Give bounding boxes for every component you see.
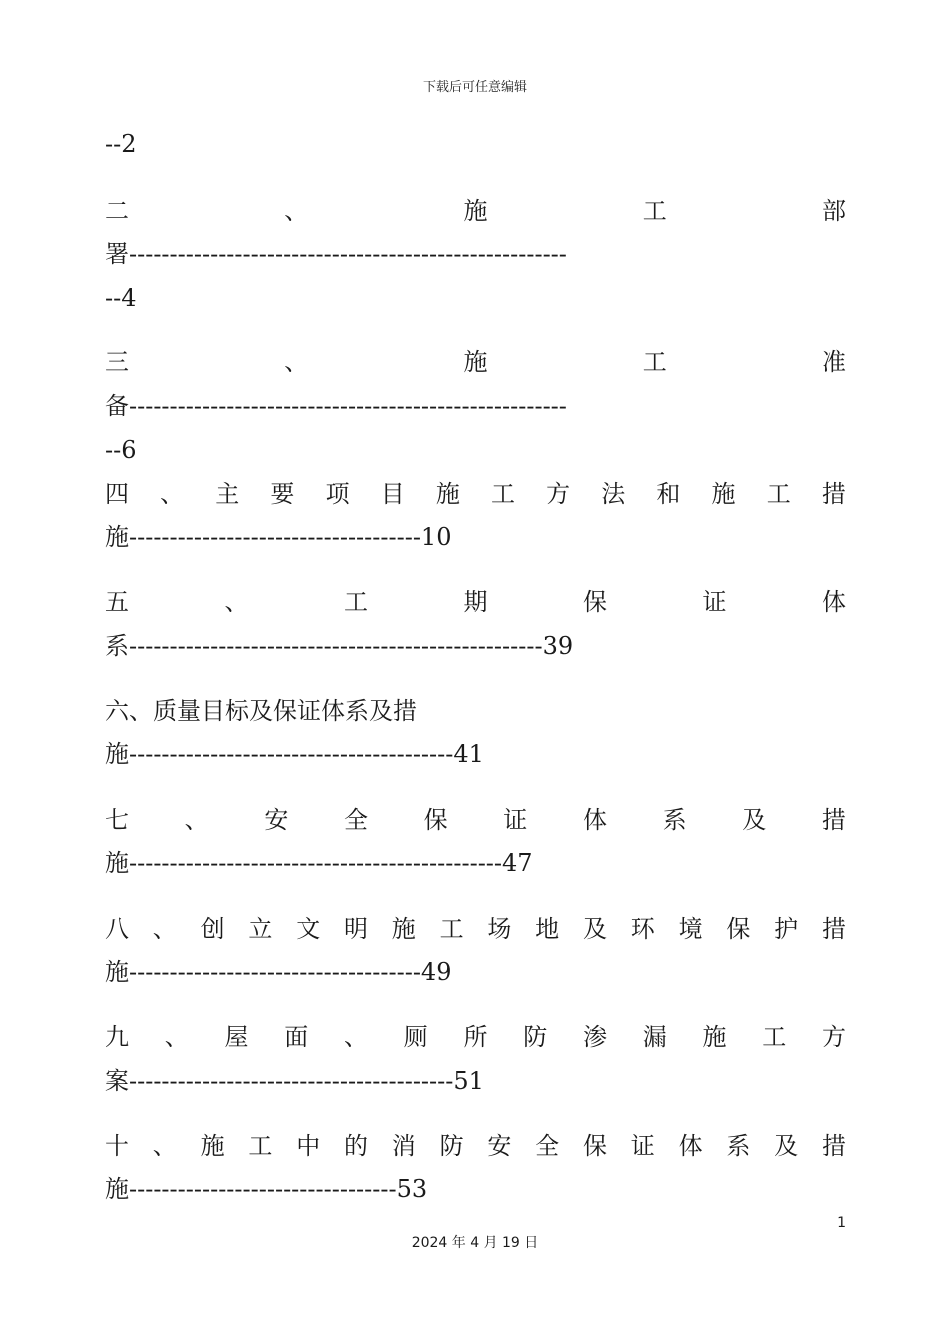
page-header: 下载后可任意编辑	[422, 80, 527, 95]
toc-entry-leader[interactable]: 施------------------------------------49	[105, 958, 452, 986]
toc-entry-title[interactable]: 八 、 创 立 文 明 施 工 场 地 及 环 境 保 护 措	[105, 915, 846, 943]
toc-entry-leader[interactable]: 施------------------------------------10	[105, 523, 452, 551]
toc-entry-tail: --6	[105, 436, 137, 464]
toc-entry-leader[interactable]: 备------------------------------------------------------	[105, 392, 567, 420]
toc-entry-title[interactable]: 四 、 主 要 项 目 施 工 方 法 和 施 工 措	[105, 480, 846, 508]
toc-entry-title[interactable]: 五 、 工 期 保 证 体	[105, 588, 846, 616]
toc-entry-leader[interactable]: 署------------------------------------------------------	[105, 240, 567, 268]
toc-entry-leader[interactable]: 施----------------------------------------------47	[105, 849, 533, 877]
toc-entry-leader[interactable]: 系---------------------------------------------------39	[105, 632, 574, 660]
toc-entry-title[interactable]: 十 、 施 工 中 的 消 防 安 全 保 证 体 系 及 措	[105, 1132, 846, 1160]
toc-entry-leader[interactable]: 案----------------------------------------51	[105, 1067, 484, 1095]
toc-fragment-top: --2	[105, 130, 137, 158]
page-number: 1	[837, 1215, 846, 1231]
toc-entry-title[interactable]: 三 、 施 工 准	[105, 348, 846, 376]
toc-entry-title[interactable]: 七 、 安 全 保 证 体 系 及 措	[105, 806, 846, 834]
footer-date: 2024 年 4 月 19 日	[411, 1235, 539, 1251]
toc-entry-leader[interactable]: 施----------------------------------------41	[105, 740, 484, 768]
toc-entry-title[interactable]: 二 、 施 工 部	[105, 197, 846, 225]
toc-entry-tail: --4	[105, 284, 137, 312]
toc-entry-title[interactable]: 九 、 屋 面 、 厕 所 防 渗 漏 施 工 方	[105, 1023, 846, 1051]
toc-entry-title[interactable]: 六、质量目标及保证体系及措	[105, 697, 417, 725]
toc-entry-leader[interactable]: 施---------------------------------53	[105, 1175, 428, 1203]
